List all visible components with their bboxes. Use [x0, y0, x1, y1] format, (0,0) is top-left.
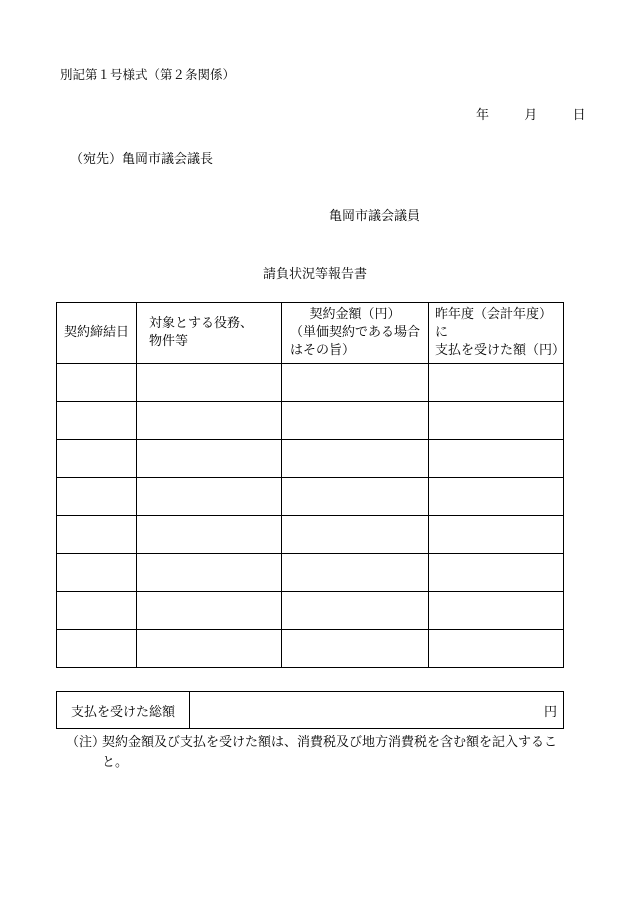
cell-contract-amount[interactable] [282, 516, 429, 554]
cell-paid-amount[interactable] [429, 364, 564, 402]
header-line: （単価契約である場合 [289, 325, 420, 340]
header-paid-amount [429, 303, 564, 364]
date-month-label: 月 [524, 108, 538, 123]
cell-contract-date[interactable] [57, 516, 137, 554]
total-amount-field[interactable] [190, 692, 564, 729]
footnote-text: 契約金額及び支払を受けた額は、消費税及び地方消費税を含む額を記入すること。 [102, 735, 558, 770]
cell-paid-amount[interactable] [429, 554, 564, 592]
cell-target-service[interactable] [137, 478, 282, 516]
table-row [57, 516, 564, 554]
cell-contract-amount[interactable] [282, 402, 429, 440]
cell-paid-amount[interactable] [429, 592, 564, 630]
document-title: 請負状況等報告書 [262, 267, 367, 282]
contract-table [56, 302, 564, 668]
form-identifier: 別記第１号様式（第２条関係） [60, 67, 236, 82]
header-line: 支払を受けた額（円） [435, 343, 566, 358]
total-label: 支払を受けた総額 [57, 692, 190, 729]
cell-target-service[interactable] [137, 440, 282, 478]
footnote-prefix: （注） [66, 735, 106, 750]
cell-paid-amount[interactable] [429, 440, 564, 478]
cell-contract-amount[interactable] [282, 554, 429, 592]
header-line: 対象とする役務、 [149, 316, 254, 331]
header-line: 昨年度（会計年度）に [435, 307, 553, 340]
footnote [66, 733, 571, 773]
cell-target-service[interactable] [137, 592, 282, 630]
yen-unit: 円 [543, 704, 557, 720]
cell-contract-date[interactable] [57, 554, 137, 592]
cell-contract-date[interactable] [57, 478, 137, 516]
cell-paid-amount[interactable] [429, 516, 564, 554]
cell-contract-amount[interactable] [282, 440, 429, 478]
cell-contract-date[interactable] [57, 364, 137, 402]
cell-paid-amount[interactable] [429, 402, 564, 440]
cell-contract-date[interactable] [57, 402, 137, 440]
table-row [57, 592, 564, 630]
table-row [57, 364, 564, 402]
cell-target-service[interactable] [137, 630, 282, 668]
cell-contract-date[interactable] [57, 592, 137, 630]
cell-contract-amount[interactable] [282, 364, 429, 402]
cell-paid-amount[interactable] [429, 630, 564, 668]
table-row [57, 478, 564, 516]
cell-contract-amount[interactable] [282, 478, 429, 516]
header-line: 物件等 [149, 334, 189, 349]
cell-target-service[interactable] [137, 516, 282, 554]
table-row [57, 440, 564, 478]
cell-contract-date[interactable] [57, 440, 137, 478]
header-target-service [137, 303, 282, 364]
cell-paid-amount[interactable] [429, 478, 564, 516]
header-line: 契約締結日 [63, 325, 129, 340]
cell-contract-amount[interactable] [282, 630, 429, 668]
header-line: 契約金額（円） [309, 307, 401, 322]
date-line [476, 104, 586, 123]
date-day-label: 日 [572, 108, 586, 123]
cell-target-service[interactable] [137, 402, 282, 440]
total-table [56, 691, 564, 729]
sender: 亀岡市議会議員 [329, 209, 421, 224]
table-header-row [57, 303, 564, 364]
cell-target-service[interactable] [137, 554, 282, 592]
header-contract-date [57, 303, 137, 364]
table-row [57, 554, 564, 592]
total-row [57, 692, 564, 729]
cell-contract-date[interactable] [57, 630, 137, 668]
table-row [57, 630, 564, 668]
date-year-label: 年 [476, 108, 490, 123]
addressee: （宛先）亀岡市議会議長 [70, 152, 214, 167]
header-contract-amount [282, 303, 429, 364]
cell-contract-amount[interactable] [282, 592, 429, 630]
cell-target-service[interactable] [137, 364, 282, 402]
table-row [57, 402, 564, 440]
header-line: はその旨） [290, 343, 356, 358]
